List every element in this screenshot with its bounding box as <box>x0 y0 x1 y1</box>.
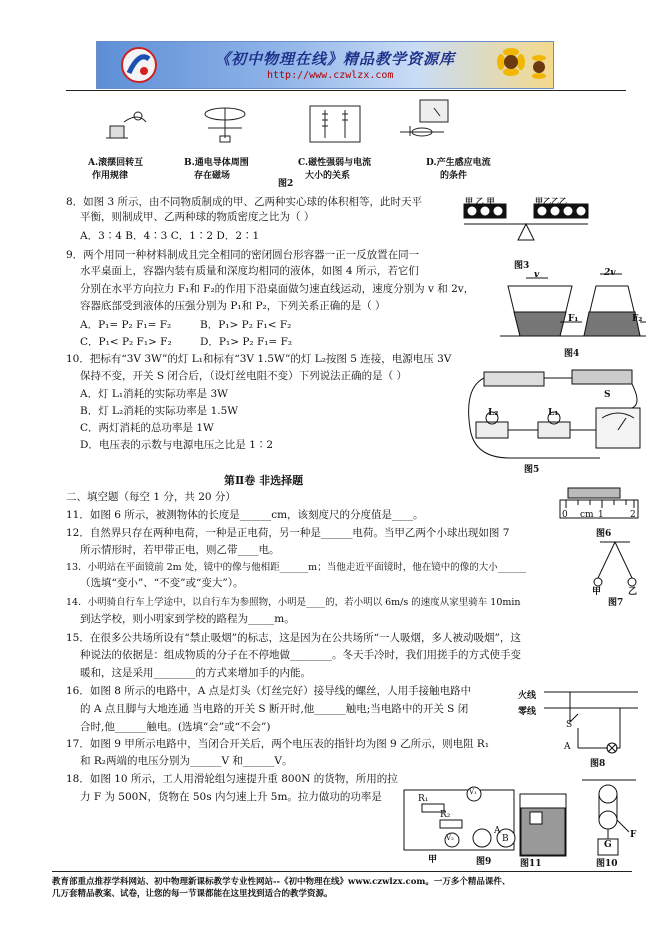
fig8-point-a: A <box>564 742 571 752</box>
fig11-caption: 图11 <box>520 859 542 869</box>
section-subtitle: 二、填空题（每空 1 分，共 20 分） <box>66 491 236 503</box>
header-banner <box>96 41 554 89</box>
q10-option-b: B．灯 L₂消耗的实际功率是 1.5W <box>80 405 239 417</box>
fig3-right-labels: 甲乙乙乙 <box>535 196 567 206</box>
q18-line1: 18．如图 10 所示，工人用滑轮组匀速提升重 800N 的货物，所用的拉 <box>66 773 398 785</box>
figure-5-circuit <box>462 366 646 470</box>
fig4-f1: F₁ <box>568 314 579 324</box>
figure-2-drawings <box>100 96 460 156</box>
fig4-v2: 2v <box>604 268 616 278</box>
footer-line1: 教育部重点推荐学科网站、初中物理新课标教学专业性网站--《初中物理在线》www.czwlzx.com。一万多个精品课件、 <box>52 877 511 887</box>
fig3-left-labels: 甲 乙 甲 <box>465 196 495 206</box>
q10-line2: 保持不变，开关 S 闭合后，（设灯丝电阻不变）下列说法正确的是（ ） <box>80 370 407 382</box>
fig4-caption: 图4 <box>564 349 580 359</box>
fig5-l2: L₂ <box>488 408 499 418</box>
q14-line2: 到达学校，则小明家到学校的路程为_____m。 <box>80 613 295 625</box>
q13-line1: 13．小明站在平面镜前 2m 处，镜中的像与他相距______m；当他走近平面镜时，他在镜中的像的大小______ <box>66 562 527 573</box>
fig2-label-a1: A.滚摆回转互 <box>88 158 144 168</box>
header-rule <box>66 90 626 91</box>
q9-line2: 水平桌面上，容器内装有质量和深度均相同的液体，如图 4 所示，若它们 <box>80 265 419 277</box>
fig2-caption: 图2 <box>278 179 294 189</box>
footer <box>52 876 510 900</box>
logo-icon <box>117 45 161 85</box>
fig5-switch: S <box>604 390 611 400</box>
fig5-caption: 图5 <box>524 465 540 475</box>
q10-option-c: C．两灯消耗的总功率是 1W <box>80 422 214 434</box>
fig2-label-d1: D.产生感应电流 <box>426 158 491 168</box>
fig8-caption: 图8 <box>590 759 606 769</box>
q9-line3: 分别在水平方向拉力 F₁和 F₂的作用下沿桌面做匀速直线运动，速度分别为 v 和 2v， <box>80 283 475 295</box>
figure-4-containers <box>500 268 646 348</box>
fig9-r1: R₁ <box>418 794 429 804</box>
fig3-caption: 图3 <box>514 261 530 271</box>
figure-9-circuit <box>400 780 520 864</box>
q9-option-c: C．P₁< P₂ F₁> F₂ <box>80 336 172 348</box>
banner-title: 《初中物理在线》精品教学资源库 <box>215 50 456 68</box>
q16-line2: 的 A 点且脚与大地连通 当电路的开关 S 断开时,他______触电;当电路中的开关 S 闭 <box>80 703 469 715</box>
fig2-label-c2: 大小的关系 <box>305 171 351 181</box>
fig2-label-b2: 存在磁场 <box>194 171 231 181</box>
q11-text: 11．如图 6 所示，被测物体的长度是______cm，该刻度尺的分度值是____。 <box>66 509 424 521</box>
footer-rule <box>52 871 632 872</box>
fig8-neutral-wire: 零线 <box>518 707 537 717</box>
q12-line1: 12．自然界只存在两种电荷，一种是正电荷，另一种是______电荷。当甲乙两个小球出现如图 7 <box>66 527 510 539</box>
q15-line3: 暖和，这是采用________的方式来增加手的内能。 <box>80 667 311 679</box>
q8-line2: 平衡，则制成甲、乙两种球的物质密度之比为（ ） <box>80 211 315 223</box>
footer-line2: 几万套精品教案、试卷，让您的每一节课都能在这里找到适合的教学资源。 <box>52 889 333 899</box>
figure-8-circuit <box>540 684 640 764</box>
q15-line1: 15．在很多公共场所设有“禁止吸烟”的标志，这是因为在公共场所“一人吸烟，多人被动吸烟”，这 <box>66 632 521 644</box>
figure-11-beaker <box>512 788 576 862</box>
q13-line2: （选填“变小”、“不变”或“变大”）。 <box>80 577 244 589</box>
fig10-force: F <box>630 830 637 840</box>
fig7-ball-b: 乙 <box>628 587 638 597</box>
q16-line3: 合时,他______触电。(选填“会”或“不会”) <box>80 721 271 733</box>
q9-line1: 9．两个用同一种材料制成且完全相同的密闭圆台形容器一正一反放置在同一 <box>66 249 420 261</box>
fig8-switch: S <box>566 720 573 730</box>
q8-line1: 8．如图 3 所示，由不同物质制成的甲、乙两种实心球的体积相等，此时天平 <box>66 196 423 208</box>
sunflower-icon <box>489 42 553 88</box>
fig11-b: B <box>502 834 509 844</box>
q10-option-a: A．灯 L₁消耗的实际功率是 3W <box>80 388 228 400</box>
fig10-caption: 图10 <box>596 859 618 869</box>
fig2-label-d2: 的条件 <box>440 171 468 181</box>
q15-line2: 种说法的依据是：组成物质的分子在不停地做________。冬天手冷时，我们用搓手的方式使手变 <box>80 649 521 661</box>
fig11-a: A <box>494 826 501 836</box>
fig2-label-c1: C.磁性强弱与电流 <box>298 158 372 168</box>
fig4-v1: v <box>534 270 540 280</box>
q17-line2: 和 R₂两端的电压分别为______V 和______V。 <box>80 755 293 767</box>
fig9-r2: R₂ <box>440 810 451 820</box>
q12-line2: 所示情形时，若甲带正电，则乙带____电。 <box>80 544 280 556</box>
q8-options: A．3∶4 B．4∶3 C．1∶2 D．2∶1 <box>80 230 260 242</box>
fig9-sub: 甲 <box>428 855 438 865</box>
q10-line1: 10．把标有“3V 3W”的灯 L₁和标有“3V 1.5W”的灯 L₂按图 5 连接，电源电压 3V <box>66 353 452 365</box>
q9-line4: 容器底部受到液体的压强分别为 P₁和 P₂，下列关系正确的是（ ） <box>80 300 386 312</box>
fig10-weight: G <box>604 840 612 850</box>
section-title: 第Ⅱ卷 非选择题 <box>224 474 304 487</box>
fig8-live-wire: 火线 <box>518 691 537 701</box>
fig2-label-a2: 作用规律 <box>92 171 129 181</box>
fig6-tick-1: 1 <box>598 510 604 520</box>
fig7-caption: 图7 <box>608 598 624 608</box>
q17-line1: 17．如图 9 甲所示电路中，当闭合开关后，两个电压表的指针均为图 9 乙所示，则电阻 R₁ <box>66 738 490 750</box>
fig9-v1: V₁ <box>469 788 477 796</box>
banner-url[interactable]: http://www.czwlzx.com <box>267 70 394 81</box>
q9-option-d: D．P₁> P₂ F₁= F₂ <box>200 336 293 348</box>
fig6-tick-0: 0 <box>562 510 568 520</box>
fig9-caption: 图9 <box>476 857 492 867</box>
fig6-tick-2: 2 <box>630 510 636 520</box>
fig6-tick-unit: cm <box>580 510 594 520</box>
fig9-v2: V₂ <box>446 834 454 842</box>
fig4-f2: F₂ <box>632 314 643 324</box>
q9-option-a: A．P₁= P₂ F₁= F₂ <box>80 319 172 331</box>
fig6-caption: 图6 <box>596 529 612 539</box>
figure-3-balance <box>462 198 592 260</box>
fig2-label-b1: B.通电导体周围 <box>184 158 249 168</box>
fig7-ball-a: 甲 <box>592 587 602 597</box>
q18-line2: 力 F 为 500N，货物在 50s 内匀速上升 5m。拉力做功的功率是 <box>80 791 382 803</box>
q9-option-b: B．P₁> P₂ F₁< F₂ <box>200 319 292 331</box>
q10-option-d: D．电压表的示数与电源电压之比是 1∶2 <box>80 439 274 451</box>
q16-line1: 16．如图 8 所示的电路中，A 点是灯头（灯丝完好）接导线的螺丝，人用手接触电路中 <box>66 685 472 697</box>
fig5-l1: L₁ <box>548 408 559 418</box>
q14-line1: 14．小明骑自行车上学途中，以自行车为参照物，小明是____的，若小明以 6m/s 的速度从家里骑车 10min <box>66 597 521 608</box>
